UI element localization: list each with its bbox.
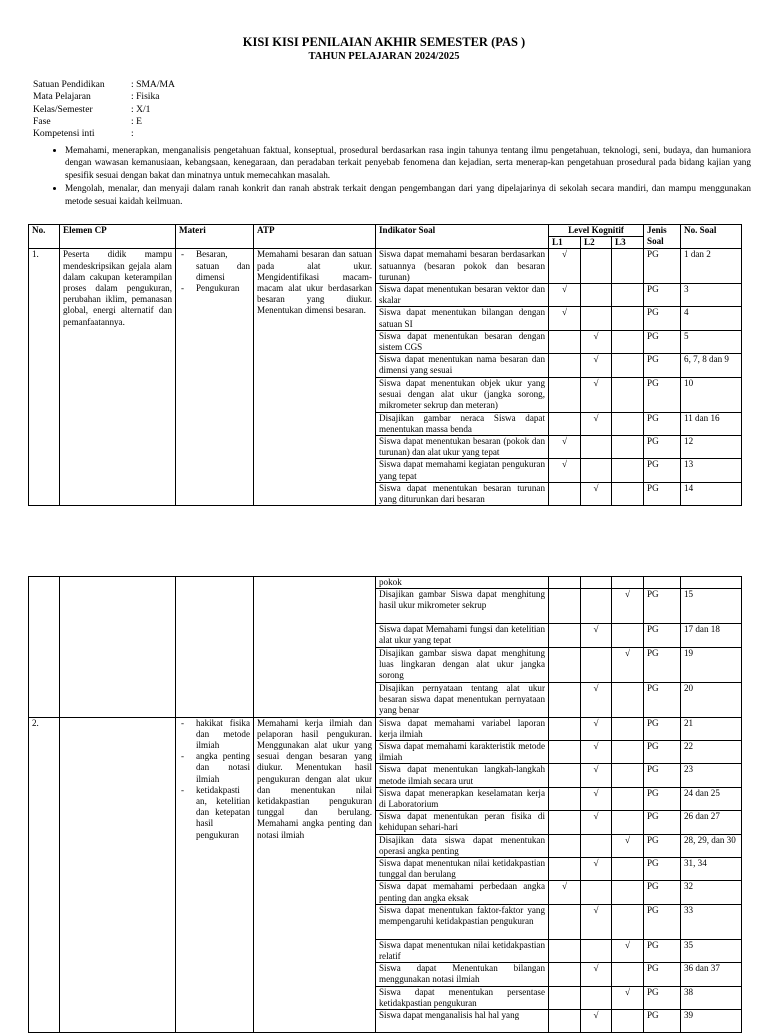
level-l2-cell: [581, 904, 612, 939]
indikator-cell: Siswa dapat menentukan besaran (pokok dan turunan) dan alat ukur yang tepat: [376, 436, 549, 459]
check-mark: √: [625, 834, 630, 845]
check-mark: √: [593, 412, 599, 423]
level-l2-cell: [581, 986, 612, 1009]
check-mark: √: [562, 436, 567, 447]
level-l3-cell: [612, 482, 644, 505]
check-mark: √: [593, 354, 599, 365]
info-label: Kelas/Semester: [33, 103, 93, 115]
jenis-soal-cell: PG: [644, 963, 681, 986]
jenis-soal-cell: [644, 577, 681, 589]
level-l1-cell: [549, 834, 581, 857]
jenis-soal-cell: PG: [644, 249, 681, 284]
level-l1-cell: [549, 647, 581, 682]
header-l3: L3: [612, 237, 644, 249]
level-l1-cell: [549, 904, 581, 939]
header-no-soal: No. Soal: [681, 225, 742, 249]
jenis-soal-cell: PG: [644, 682, 681, 717]
indikator-cell: Siswa dapat memahami variabel laporan kerja ilmiah: [376, 717, 549, 740]
no-soal-cell: 3: [681, 284, 742, 307]
table-row: [29, 717, 742, 740]
jenis-soal-cell: PG: [644, 881, 681, 904]
indikator-cell: Siswa dapat menentukan bilangan dengan satuan SI: [376, 307, 549, 330]
info-label: Mata Pelajaran: [33, 91, 91, 103]
no-soal-cell: 39: [681, 1010, 742, 1033]
indikator-cell: Disajikan gambar neraca Siswa dapat menentukan massa benda: [376, 412, 549, 435]
level-l3-cell: [612, 249, 644, 284]
level-l3-cell: [612, 881, 644, 904]
level-l3-cell: [612, 939, 644, 962]
jenis-soal-cell: PG: [644, 811, 681, 834]
materi-item: - hakikat fisika dan metode ilmiah: [179, 718, 250, 752]
row-number-cell: [29, 577, 60, 718]
materi-item: - Pengukuran: [179, 283, 250, 294]
jenis-soal-cell: PG: [644, 307, 681, 330]
elemen-cp-cell: [60, 717, 176, 1032]
no-soal-cell: 17 dan 18: [681, 624, 742, 647]
jenis-soal-cell: PG: [644, 858, 681, 881]
table-row: [29, 577, 742, 589]
level-l3-cell: [612, 986, 644, 1009]
level-l2-cell: [581, 682, 612, 717]
level-l3-cell: [612, 459, 644, 482]
materi-cell: [176, 577, 254, 718]
indikator-cell: pokok: [376, 577, 549, 589]
indikator-cell: Siswa dapat menentukan nilai ketidakpastian relatif: [376, 939, 549, 962]
jenis-soal-cell: PG: [644, 647, 681, 682]
level-l3-cell: [612, 412, 644, 435]
level-l1-cell: [549, 307, 581, 330]
check-mark: √: [593, 682, 599, 693]
header-jenis-soal: Jenis Soal: [644, 225, 681, 249]
indikator-cell: Siswa dapat menentukan persentase ketidakpastian pengukuran: [376, 986, 549, 1009]
check-mark: √: [593, 811, 599, 822]
check-mark: √: [625, 647, 630, 658]
level-l1-cell: [549, 284, 581, 307]
atp-cell: Memahami besaran dan satuan pada alat ukur. Mengidentifikasi macam-macam alat ukur berdasarkan besaran yang diukur. Menentukan dimensi besaran.: [254, 249, 376, 506]
level-l3-cell: [612, 284, 644, 307]
level-l2-cell: [581, 811, 612, 834]
level-l2-cell: [581, 624, 612, 647]
materi-list: [179, 249, 250, 294]
info-value: : X/1: [131, 103, 151, 115]
materi-cell: [176, 717, 254, 1032]
level-l2-cell: [581, 1010, 612, 1033]
level-l2-cell: [581, 330, 612, 353]
indikator-cell: Siswa dapat Memahami fungsi dan ketelitian alat ukur yang tepat: [376, 624, 549, 647]
no-soal-cell: 1 dan 2: [681, 249, 742, 284]
check-mark: √: [593, 377, 599, 388]
level-l2-cell: [581, 787, 612, 810]
level-l3-cell: [612, 858, 644, 881]
header-level-kognitif: Level Kognitif: [549, 225, 644, 237]
check-mark: √: [593, 904, 599, 915]
level-l1-cell: [549, 377, 581, 412]
jenis-soal-cell: PG: [644, 741, 681, 764]
kompetensi-inti-list: [52, 144, 751, 208]
atp-cell: [254, 577, 376, 718]
elemen-cp-cell: [60, 577, 176, 718]
indikator-cell: Siswa dapat menentukan objek ukur yang sesuai dengan alat ukur (jangka sorong, mikrometer sekrup dan meteran): [376, 377, 549, 412]
info-row: [33, 128, 175, 140]
jenis-soal-cell: PG: [644, 436, 681, 459]
materi-cell: [176, 249, 254, 506]
level-l2-cell: [581, 284, 612, 307]
document-subtitle: TAHUN PELAJARAN 2024/2025: [308, 51, 460, 62]
info-value: : Fisika: [131, 91, 160, 103]
indikator-cell: Siswa dapat memahami karakteristik metode ilmiah: [376, 741, 549, 764]
check-mark: √: [562, 307, 567, 318]
no-soal-cell: 32: [681, 881, 742, 904]
level-l3-cell: [612, 354, 644, 377]
level-l1-cell: [549, 459, 581, 482]
level-l3-cell: [612, 647, 644, 682]
jenis-soal-cell: PG: [644, 764, 681, 787]
indikator-cell: Siswa dapat Menentukan bilangan menggunakan notasi ilmiah: [376, 963, 549, 986]
header-no: No.: [29, 225, 60, 249]
jenis-soal-cell: PG: [644, 904, 681, 939]
level-l2-cell: [581, 482, 612, 505]
materi-item: - ketidakpasti an, ketelitian dan ketepatan hasil pengukuran: [179, 785, 250, 841]
no-soal-cell: 31, 34: [681, 858, 742, 881]
jenis-soal-cell: PG: [644, 834, 681, 857]
level-l1-cell: [549, 330, 581, 353]
header-atp: ATP: [254, 225, 376, 249]
check-mark: √: [593, 717, 599, 728]
level-l1-cell: [549, 811, 581, 834]
level-l1-cell: [549, 412, 581, 435]
level-l2-cell: [581, 577, 612, 589]
indikator-cell: Siswa dapat menganalisis hal hal yang: [376, 1010, 549, 1033]
no-soal-cell: 26 dan 27: [681, 811, 742, 834]
level-l3-cell: [612, 741, 644, 764]
level-l2-cell: [581, 939, 612, 962]
indikator-cell: Siswa dapat memahami kegiatan pengukuran yang tepat: [376, 459, 549, 482]
table-row: [29, 249, 742, 284]
no-soal-cell: 24 dan 25: [681, 787, 742, 810]
level-l2-cell: [581, 377, 612, 412]
check-mark: √: [625, 589, 630, 600]
no-soal-cell: 5: [681, 330, 742, 353]
kisi-table-part2: [28, 576, 742, 1033]
level-l3-cell: [612, 904, 644, 939]
level-l3-cell: [612, 377, 644, 412]
jenis-soal-cell: PG: [644, 589, 681, 624]
no-soal-cell: 6, 7, 8 dan 9: [681, 354, 742, 377]
no-soal-cell: 15: [681, 589, 742, 624]
level-l3-cell: [612, 963, 644, 986]
jenis-soal-cell: PG: [644, 377, 681, 412]
document-title: KISI KISI PENILAIAN AKHIR SEMESTER (PAS ): [242, 35, 526, 49]
header-materi: Materi: [176, 225, 254, 249]
info-row: [33, 79, 175, 91]
indikator-cell: Siswa dapat menentukan besaran vektor dan skalar: [376, 284, 549, 307]
no-soal-cell: 33: [681, 904, 742, 939]
indikator-cell: Siswa dapat memahami besaran berdasarkan satuannya (besaran pokok dan besaran turunan): [376, 249, 549, 284]
no-soal-cell: 28, 29, dan 30: [681, 834, 742, 857]
no-soal-cell: 23: [681, 764, 742, 787]
level-l2-cell: [581, 741, 612, 764]
indikator-cell: Siswa dapat menentukan langkah-langkah metode ilmiah secara urut: [376, 764, 549, 787]
no-soal-cell: 19: [681, 647, 742, 682]
check-mark: √: [625, 986, 630, 997]
info-value: : SMA/MA: [131, 79, 175, 90]
header-indikator: Indikator Soal: [376, 225, 549, 249]
level-l3-cell: [612, 1010, 644, 1033]
check-mark: √: [593, 963, 599, 974]
level-l3-cell: [612, 834, 644, 857]
jenis-soal-cell: PG: [644, 412, 681, 435]
check-mark: √: [593, 858, 599, 869]
indikator-cell: Siswa dapat menentukan faktor-faktor yang mempengaruhi ketidakpastian pengukuran: [376, 904, 549, 939]
no-soal-cell: 14: [681, 482, 742, 505]
level-l1-cell: [549, 249, 581, 284]
indikator-cell: Siswa dapat menentukan peran fisika di kehidupan sehari-hari: [376, 811, 549, 834]
indikator-cell: Siswa dapat menentukan nama besaran dan dimensi yang sesuai: [376, 354, 549, 377]
indikator-cell: Siswa dapat menentukan besaran turunan yang diturunkan dari besaran: [376, 482, 549, 505]
info-label: Fase: [33, 115, 51, 127]
level-l2-cell: [581, 589, 612, 624]
check-mark: √: [562, 249, 567, 260]
level-l1-cell: [549, 624, 581, 647]
level-l2-cell: [581, 717, 612, 740]
level-l2-cell: [581, 249, 612, 284]
level-l1-cell: [549, 482, 581, 505]
level-l3-cell: [612, 624, 644, 647]
materi-list: [179, 718, 250, 841]
indikator-cell: Siswa dapat menentukan besaran dengan sistem CGS: [376, 330, 549, 353]
jenis-soal-cell: PG: [644, 624, 681, 647]
jenis-soal-cell: PG: [644, 1010, 681, 1033]
check-mark: √: [593, 482, 599, 493]
header-l1: L1: [549, 237, 581, 249]
indikator-cell: Siswa dapat menentukan nilai ketidakpastian tunggal dan berulang: [376, 858, 549, 881]
level-l2-cell: [581, 647, 612, 682]
jenis-soal-cell: PG: [644, 787, 681, 810]
materi-item: - angka penting dan notasi ilmiah: [179, 751, 250, 785]
indikator-cell: Siswa dapat memahami perbedaan angka penting dan angka eksak: [376, 881, 549, 904]
indikator-cell: Disajikan gambar Siswa dapat menghitung hasil ukur mikrometer sekrup: [376, 589, 549, 624]
level-l3-cell: [612, 577, 644, 589]
level-l2-cell: [581, 436, 612, 459]
info-label: Satuan Pendidikan: [33, 79, 105, 90]
level-l1-cell: [549, 787, 581, 810]
no-soal-cell: 12: [681, 436, 742, 459]
jenis-soal-cell: PG: [644, 986, 681, 1009]
row-number-cell: 2.: [29, 717, 60, 1032]
materi-item: - Besaran, satuan dan dimensi: [179, 249, 250, 283]
indikator-cell: Disajikan gambar siswa dapat menghitung luas lingkaran dengan alat ukur jangka sorong: [376, 647, 549, 682]
level-l1-cell: [549, 764, 581, 787]
jenis-soal-cell: PG: [644, 284, 681, 307]
indikator-cell: Disajikan pernyataan tentang alat ukur besaran siswa dapat menentukan pernyataan yang benar: [376, 682, 549, 717]
level-l3-cell: [612, 717, 644, 740]
level-l3-cell: [612, 787, 644, 810]
level-l2-cell: [581, 834, 612, 857]
check-mark: √: [625, 939, 630, 950]
level-l3-cell: [612, 436, 644, 459]
level-l2-cell: [581, 307, 612, 330]
level-l2-cell: [581, 963, 612, 986]
level-l1-cell: [549, 577, 581, 589]
jenis-soal-cell: PG: [644, 459, 681, 482]
jenis-soal-cell: PG: [644, 482, 681, 505]
no-soal-cell: 20: [681, 682, 742, 717]
check-mark: √: [593, 787, 599, 798]
info-value: :: [131, 128, 134, 140]
no-soal-cell: 36 dan 37: [681, 963, 742, 986]
level-l1-cell: [549, 963, 581, 986]
level-l3-cell: [612, 307, 644, 330]
check-mark: √: [593, 741, 599, 752]
elemen-cp-cell: Peserta didik mampu mendeskripsikan gejala alam dalam cakupan keterampilan proses dalam pengukuran, perubahan iklim, pemanasan global, energi alternatif dan pemanfaatannya.: [60, 249, 176, 506]
no-soal-cell: 11 dan 16: [681, 412, 742, 435]
level-l1-cell: [549, 881, 581, 904]
kompetensi-item: • Mengolah, menalar, dan menyaji dalam ranah konkrit dan ranah abstrak terkait dengan pengembangan dari yang dipelajarinya di sekolah secara mandiri, dan mampu menggunakan metode sesuai kaidah keilmuan.: [65, 182, 751, 207]
level-l2-cell: [581, 459, 612, 482]
row-number-cell: 1.: [29, 249, 60, 506]
level-l2-cell: [581, 858, 612, 881]
no-soal-cell: 4: [681, 307, 742, 330]
header-elemen-cp: Elemen CP: [60, 225, 176, 249]
level-l1-cell: [549, 741, 581, 764]
level-l2-cell: [581, 881, 612, 904]
level-l3-cell: [612, 764, 644, 787]
info-row: [33, 116, 175, 128]
level-l3-cell: [612, 682, 644, 717]
info-row: [33, 91, 175, 103]
no-soal-cell: 35: [681, 939, 742, 962]
kompetensi-item: • Memahami, menerapkan, menganalisis pengetahuan faktual, konseptual, prosedural berdasarkan rasa ingin tahunya tentang ilmu pengetahuan, teknologi, seni, budaya, dan humaniora dengan wawasan kemanusiaan, kebangsaan, kenegaraan, dan peradaban terkait penyebab fenomena dan kejadian, serta menerap-kan pengetahuan prosedural pada bidang kajian yang spesifik sesuai dengan bakat dan minatnya untuk memecahkan masalah.: [65, 144, 751, 181]
no-soal-cell: 10: [681, 377, 742, 412]
info-label: Kompetensi inti: [33, 128, 95, 140]
no-soal-cell: 13: [681, 459, 742, 482]
identity-block: [33, 79, 175, 140]
jenis-soal-cell: PG: [644, 939, 681, 962]
check-mark: √: [593, 330, 599, 341]
check-mark: √: [593, 624, 599, 635]
jenis-soal-cell: PG: [644, 717, 681, 740]
indikator-cell: Siswa dapat menerapkan keselamatan kerja di Laboratorium: [376, 787, 549, 810]
level-l1-cell: [549, 682, 581, 717]
no-soal-cell: 38: [681, 986, 742, 1009]
indikator-cell: Disajikan data siswa dapat menentukan operasi angka penting: [376, 834, 549, 857]
no-soal-cell: [681, 577, 742, 589]
level-l1-cell: [549, 858, 581, 881]
check-mark: √: [562, 284, 567, 295]
check-mark: √: [593, 764, 599, 775]
level-l3-cell: [612, 330, 644, 353]
check-mark: √: [562, 459, 567, 470]
level-l1-cell: [549, 354, 581, 377]
no-soal-cell: 22: [681, 741, 742, 764]
level-l1-cell: [549, 436, 581, 459]
level-l2-cell: [581, 764, 612, 787]
header-l2: L2: [581, 237, 612, 249]
jenis-soal-cell: PG: [644, 354, 681, 377]
level-l2-cell: [581, 412, 612, 435]
check-mark: √: [593, 1010, 599, 1021]
jenis-soal-cell: PG: [644, 330, 681, 353]
level-l3-cell: [612, 811, 644, 834]
level-l1-cell: [549, 717, 581, 740]
level-l1-cell: [549, 1010, 581, 1033]
level-l1-cell: [549, 986, 581, 1009]
level-l3-cell: [612, 589, 644, 624]
level-l1-cell: [549, 939, 581, 962]
level-l2-cell: [581, 354, 612, 377]
level-l1-cell: [549, 589, 581, 624]
atp-cell: Memahami kerja ilmiah dan pelaporan hasil pengukuran. Menggunakan alat ukur yang sesuai dengan besaran yang diukur. Menentukan hasil pengukuran dengan alat ukur dan menentukan nilai ketidakpastian pengukuran tunggal dan berulang. Memahami angka penting dan notasi ilmiah: [254, 717, 376, 1032]
kisi-table-part1: [28, 224, 742, 506]
check-mark: √: [562, 881, 567, 892]
info-row: [33, 104, 175, 116]
no-soal-cell: 21: [681, 717, 742, 740]
info-value: : E: [131, 115, 142, 127]
